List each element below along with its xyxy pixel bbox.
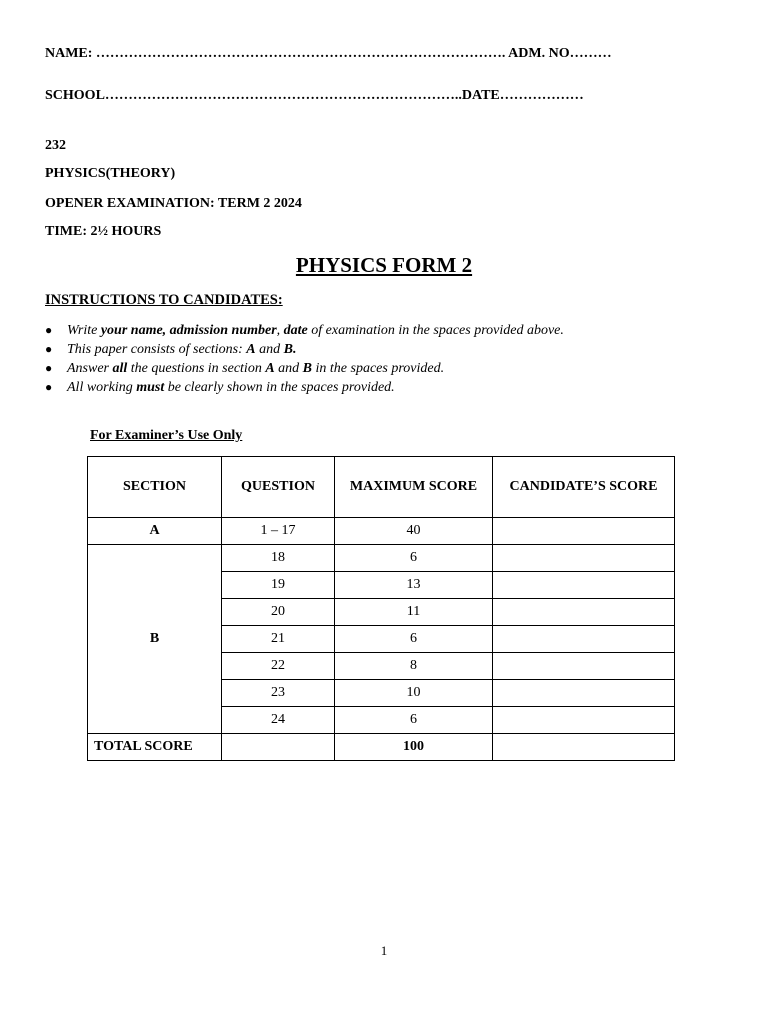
instruction-text: Write	[67, 323, 101, 338]
instruction-text: in the spaces provided.	[312, 361, 445, 376]
candidate-score-cell[interactable]	[493, 599, 675, 626]
section-a-max: 40	[335, 518, 493, 545]
max-score: 8	[335, 653, 493, 680]
bullet-icon: ●	[45, 361, 53, 375]
max-score: 6	[335, 626, 493, 653]
instruction-item	[45, 378, 725, 397]
instruction-text: the questions in section	[127, 361, 266, 376]
col-section: SECTION	[88, 457, 222, 518]
instruction-text: must	[136, 380, 165, 395]
candidate-score-cell[interactable]	[493, 707, 675, 734]
max-score: 13	[335, 572, 493, 599]
instruction-text: ,	[276, 323, 284, 338]
instruction-text: B	[302, 361, 313, 376]
table-row	[88, 518, 675, 545]
exam-line: OPENER EXAMINATION: TERM 2 2024	[45, 196, 302, 211]
bullet-icon: ●	[45, 342, 53, 356]
candidate-score-cell[interactable]	[493, 680, 675, 707]
instruction-item	[45, 321, 725, 340]
section-b-label: B	[88, 545, 222, 734]
instruction-text: and	[255, 342, 284, 357]
max-score: 6	[335, 707, 493, 734]
instruction-text: B.	[283, 342, 297, 357]
subject-line: PHYSICS(THEORY)	[45, 166, 176, 181]
section-a-candidate-score[interactable]	[493, 518, 675, 545]
question-number: 20	[222, 599, 335, 626]
instruction-text: be clearly shown in the spaces provided.	[164, 380, 395, 395]
candidate-score-cell[interactable]	[493, 572, 675, 599]
section-a-label: A	[88, 518, 222, 545]
max-score: 6	[335, 545, 493, 572]
bullet-icon: ●	[45, 380, 53, 394]
candidate-score-cell[interactable]	[493, 545, 675, 572]
question-number: 24	[222, 707, 335, 734]
instruction-item	[45, 359, 725, 378]
total-candidate-score[interactable]	[493, 734, 675, 761]
col-max-score: MAXIMUM SCORE	[335, 457, 493, 518]
score-table	[87, 456, 675, 761]
instruction-text: A	[265, 361, 275, 376]
instruction-text: This paper consists of sections:	[67, 342, 247, 357]
col-candidate-score: CANDIDATE’S SCORE	[493, 457, 675, 518]
question-number: 19	[222, 572, 335, 599]
paper-code: 232	[45, 138, 66, 153]
max-score: 10	[335, 680, 493, 707]
page-title: PHYSICS FORM 2	[295, 253, 473, 277]
max-score: 11	[335, 599, 493, 626]
candidate-score-cell[interactable]	[493, 653, 675, 680]
total-label: TOTAL SCORE	[88, 734, 222, 761]
bullet-icon: ●	[45, 323, 53, 337]
question-number: 23	[222, 680, 335, 707]
instruction-text: Answer	[67, 361, 113, 376]
instruction-text: A	[246, 342, 256, 357]
section-a-questions: 1 – 17	[222, 518, 335, 545]
examiner-use-heading: For Examiner’s Use Only	[90, 428, 243, 443]
question-number: 22	[222, 653, 335, 680]
candidate-score-cell[interactable]	[493, 626, 675, 653]
instructions-heading: INSTRUCTIONS TO CANDIDATES:	[45, 292, 283, 308]
time-line: TIME: 2½ HOURS	[45, 224, 162, 239]
instruction-text: your name, admission number	[100, 323, 277, 338]
table-row	[88, 545, 675, 572]
name-adm-line: NAME: ……………………………………………………………………………. ADM. NO………	[45, 46, 612, 61]
question-number: 18	[222, 545, 335, 572]
total-row	[88, 734, 675, 761]
col-question: QUESTION	[222, 457, 335, 518]
instruction-text: and	[274, 361, 303, 376]
instruction-text: date	[283, 323, 308, 338]
instruction-text: of examination in the spaces provided above.	[307, 323, 564, 338]
instruction-item	[45, 340, 725, 359]
school-date-line: SCHOOL…………………………………………………………………..DATE………………	[45, 88, 584, 103]
question-number: 21	[222, 626, 335, 653]
page-number: 1	[380, 943, 388, 958]
total-max: 100	[335, 734, 493, 761]
instructions-list	[45, 321, 725, 397]
score-table-header	[88, 457, 675, 518]
instruction-text: All working	[67, 380, 137, 395]
instruction-text: all	[112, 361, 128, 376]
total-question-cell	[222, 734, 335, 761]
